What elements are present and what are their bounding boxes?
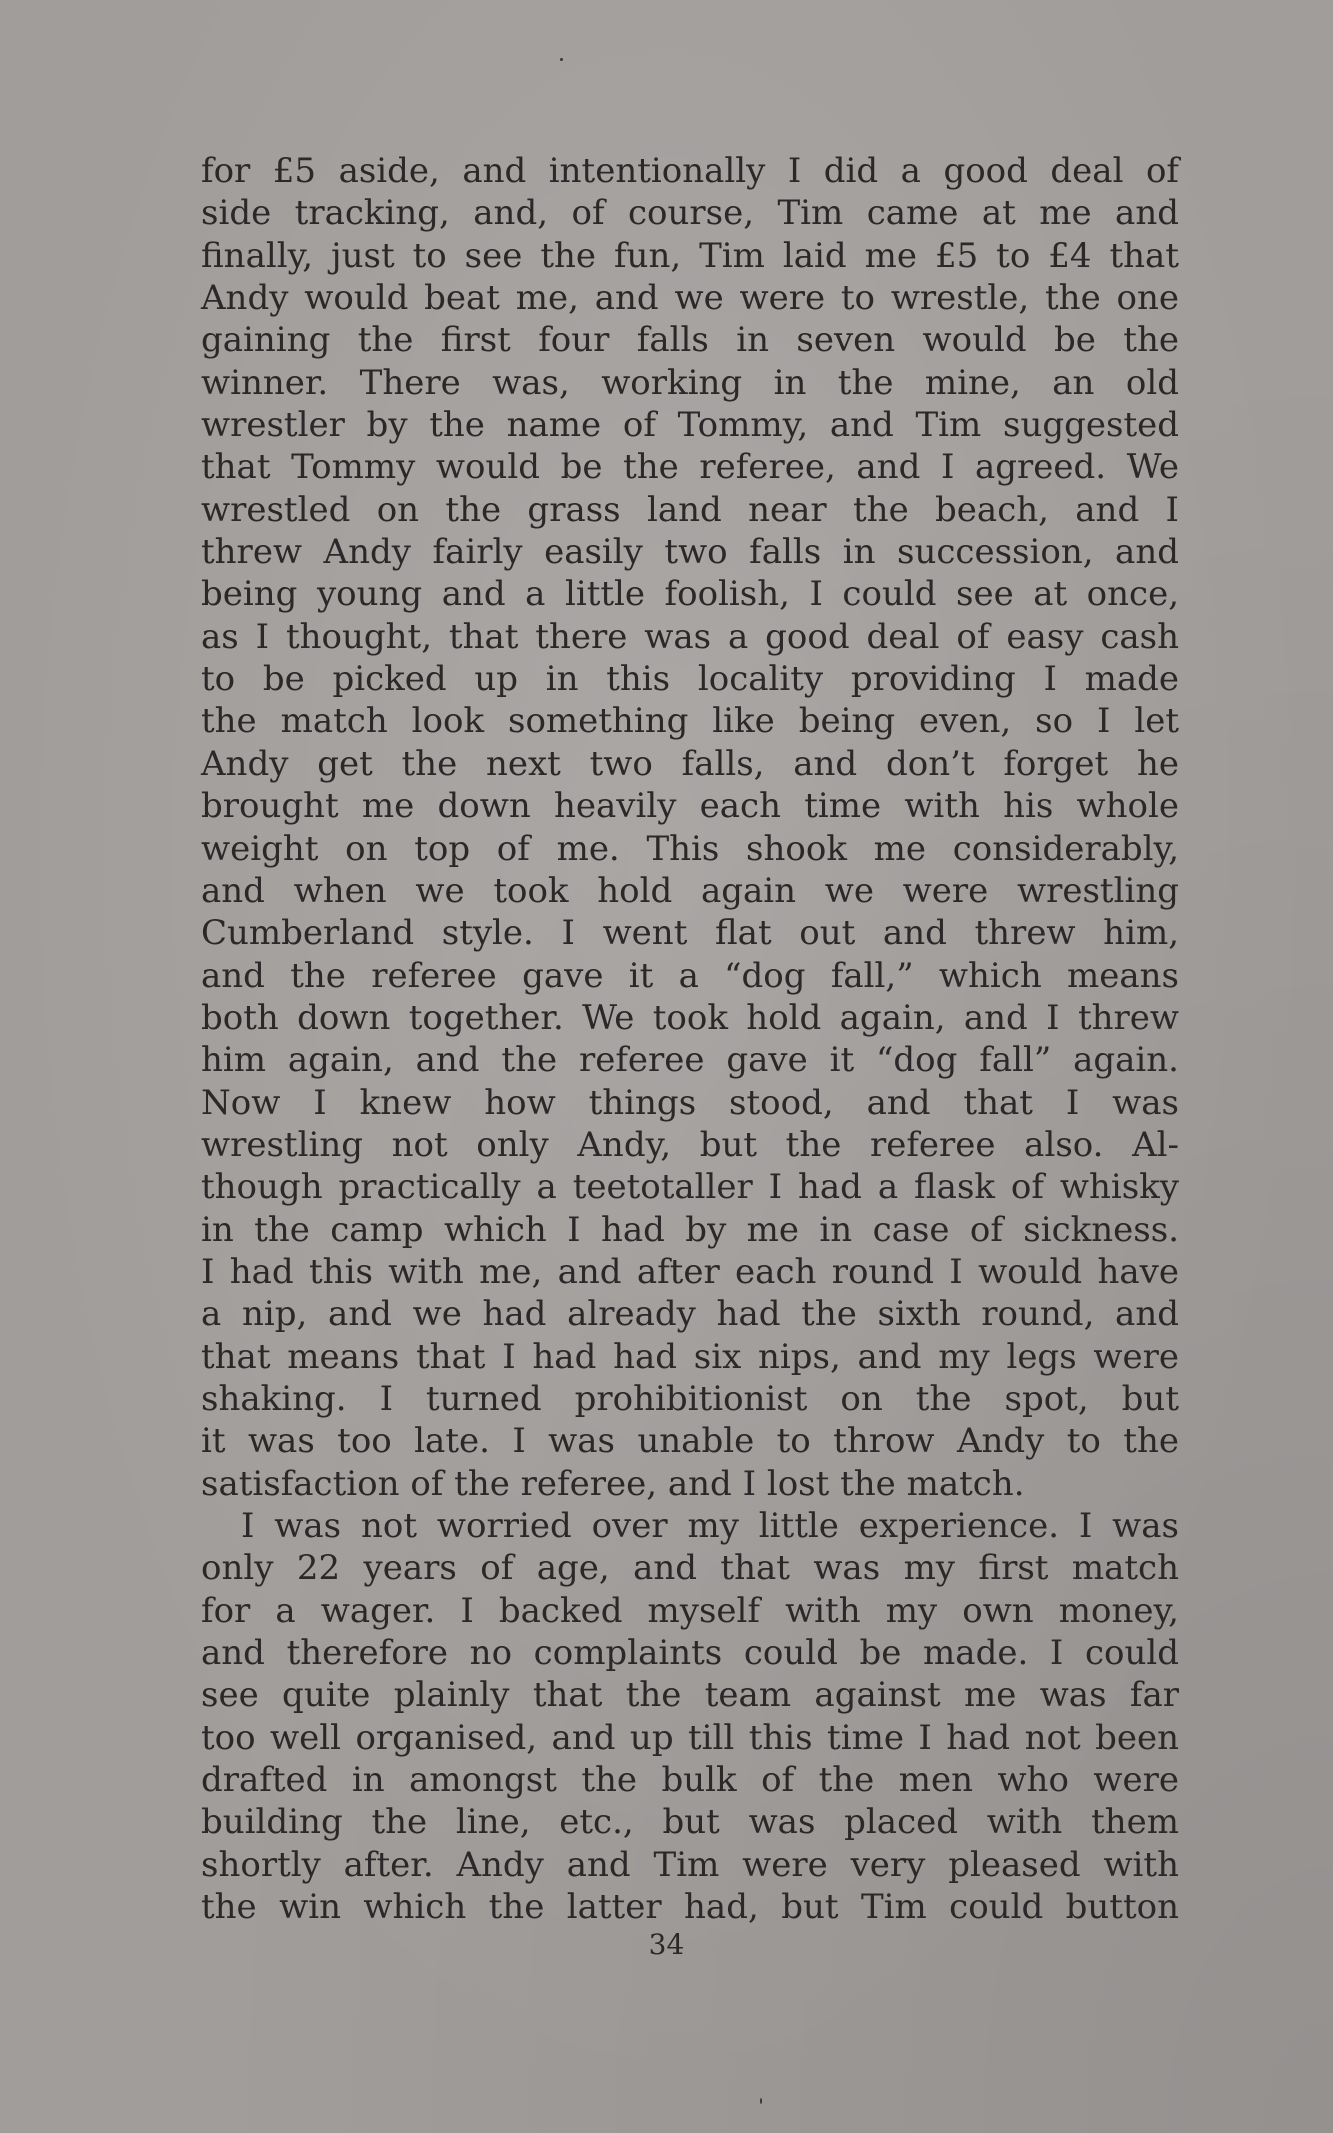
text-line: the win which the latter had, but Tim could button bbox=[201, 1887, 1179, 1928]
text-line: wrestler by the name of Tommy, and Tim suggested bbox=[201, 405, 1179, 446]
text-line: as I thought, that there was a good deal of easy cash bbox=[201, 616, 1179, 657]
text-line: wrestling not only Andy, but the referee also. Al- bbox=[201, 1124, 1179, 1165]
text-line: and when we took hold again we were wrestling bbox=[201, 870, 1179, 911]
text-line: him again, and the referee gave it “dog fall” again. bbox=[201, 1040, 1179, 1081]
text-line: wrestled on the grass land near the beach, and I bbox=[201, 489, 1179, 530]
text-line: that Tommy would be the referee, and I agreed. We bbox=[201, 447, 1179, 488]
text-line: I had this with me, and after each round I would have bbox=[201, 1251, 1179, 1292]
text-line: Andy would beat me, and we were to wrestle, the one bbox=[201, 278, 1179, 319]
text-line: brought me down heavily each time with his whole bbox=[201, 786, 1179, 827]
text-line: and therefore no complaints could be made. I could bbox=[201, 1633, 1179, 1674]
text-line: see quite plainly that the team against me was far bbox=[201, 1675, 1179, 1716]
text-line: a nip, and we had already had the sixth round, and bbox=[201, 1294, 1179, 1335]
text-line: winner. There was, working in the mine, an old bbox=[201, 362, 1179, 403]
text-line: shaking. I turned prohibitionist on the spot, but bbox=[201, 1378, 1179, 1419]
text-line: that means that I had had six nips, and my legs were bbox=[201, 1336, 1179, 1377]
text-line: finally, just to see the fun, Tim laid me £5 to £4 that bbox=[201, 235, 1179, 276]
ink-speck bbox=[760, 2098, 762, 2104]
text-line: being young and a little foolish, I could see at once, bbox=[201, 574, 1179, 615]
text-line: shortly after. Andy and Tim were very pleased with bbox=[201, 1844, 1179, 1885]
ink-speck bbox=[560, 58, 563, 61]
text-line: both down together. We took hold again, and I threw bbox=[201, 997, 1179, 1038]
text-line: gaining the first four falls in seven would be the bbox=[201, 320, 1179, 361]
paragraph-start-line: I was not worried over my little experience. I was bbox=[241, 1506, 1179, 1546]
page-number: 34 bbox=[648, 1928, 685, 1961]
text-line: threw Andy fairly easily two falls in succession, and bbox=[201, 532, 1179, 573]
text-line: for a wager. I backed myself with my own money, bbox=[201, 1590, 1179, 1631]
text-line: Andy get the next two falls, and don’t forget he bbox=[201, 743, 1179, 784]
body-text bbox=[201, 150, 1179, 1928]
text-line: the match look something like being even, so I let bbox=[201, 701, 1179, 742]
text-line: in the camp which I had by me in case of sickness. bbox=[201, 1209, 1179, 1250]
text-line: to be picked up in this locality providing I made bbox=[201, 659, 1179, 700]
text-line: only 22 years of age, and that was my first match bbox=[201, 1548, 1179, 1589]
text-line: Cumberland style. I went flat out and threw him, bbox=[201, 913, 1179, 954]
paragraph-end-line: satisfaction of the referee, and I lost the match. bbox=[201, 1463, 1025, 1504]
text-line: Now I knew how things stood, and that I was bbox=[201, 1082, 1179, 1123]
text-line: side tracking, and, of course, Tim came at me and bbox=[201, 193, 1179, 234]
text-line: for £5 aside, and intentionally I did a good deal of bbox=[201, 151, 1179, 191]
text-line: and the referee gave it a “dog fall,” which means bbox=[201, 955, 1179, 996]
text-line: though practically a teetotaller I had a flask of whisky bbox=[201, 1167, 1179, 1208]
text-line: it was too late. I was unable to throw Andy to the bbox=[201, 1421, 1179, 1462]
text-line: building the line, etc., but was placed with them bbox=[201, 1802, 1179, 1843]
text-line: weight on top of me. This shook me considerably, bbox=[201, 828, 1179, 869]
text-line: drafted in amongst the bulk of the men who were bbox=[201, 1760, 1179, 1801]
text-line: too well organised, and up till this time I had not been bbox=[201, 1717, 1179, 1758]
